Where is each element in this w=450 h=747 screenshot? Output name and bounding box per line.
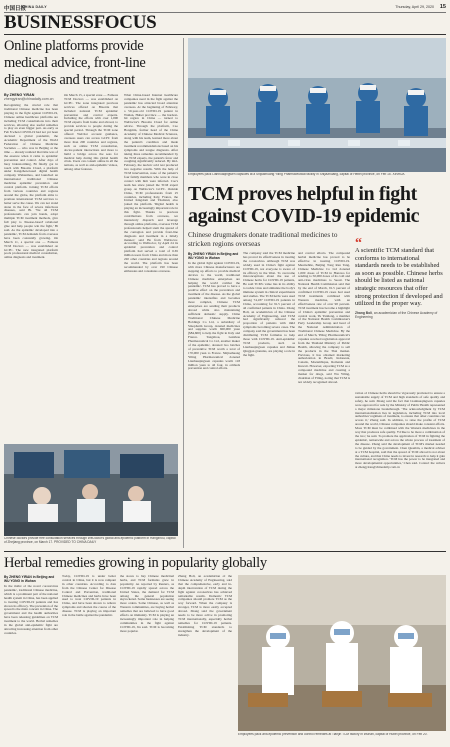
pullquote-attribution: Zhang Boli, an academician of the Chinese Academy of Engineering [355,310,438,319]
article1-photo-caption: Chinese doctors provide free consultation services through WeDoctor's global anti-epidemic platform in Hangzhou, capital of Zhejiang province, on March 17. PROVIDED TO CHINA DAILY [4,537,176,544]
article1-headline [4,38,184,89]
article1-headline-line2: medical advice, front-line [4,55,146,71]
article2-headline [188,183,446,227]
article3-column-2: Today, COVID-19 is under better control in China, but it is now rampant in other countries. According to data from the Chinese Center for Disease Control and Prevention, traditional Chinese medicines and herbs have been used to treat COVID-19 patients in China, and have been shown to relieve symptoms and shorten the course of the disease. TCM is playing an important role in the battle against the pandemic. [62,575,116,618]
article3-column-3: the stores to buy Chinese medicinal herbs, and TCM formulas grew in popularity. As reported by Reuters, as COVID-19 rapidly spread across the United States, the demand for TCM among the general population skyrocketed. Some businesses are seeing more orders. Some Chinese, as well as Western communities, are buying herbal remedies that are believed to have good effects on immunity. TCM is playing an increasingly important role in helping communities in the fight against COVID-19, Jin said. TCM is becoming more popular. [120,575,174,633]
article1-column-1: Recognizing the crucial role that traditional Chinese medicine has been playing in the fight against COVID-19, Chinese online healthcare platforms are including TCM consultations into their services, allowing also useful remedies to play an even bigger part. As early as Feb 8 when COVID-19 had not yet been declared a global pandemic, the Academic Department of the World Federation of Chinese Medicine Societies — who was in Beijing at the time — already realized that time was of the essence when it came to epidemic prevention and control. After days of busy brainstorming, Bi finally got in touch with Biaoxiu Cloud, a platform under Kangzhen-based digital health company Wuhanmao, and launched an international traditional Chinese medicine epidemic prevention and control platform. Joining TCM efforts from various countries and regions around the globe, the platform aims to promote international TCM services to better serve the cause. We can not stand alone in the face of severe infectious diseases, said Bi. 'We all TCM professionals can join hands, adopt multiple TCM treatment methods, give full play to 'disease-based' relational glue and help people win the fight,' Bi said. As the epidemic developed into a pandemic, TCM demands from overseas have been constantly growing. On March 11, a special one — Famous TCM Doctors — was established on GCPC. The new integrated platform pools professional medical consultation, online diagnosis and treatment. [4,104,58,260]
article2-column-3: and control efforts. The compound herbal medicine has proved to be effective in treating COVID-19. Meanwhile, Beijing Tong Ren Tang, Chinese Medicine Co Ltd donated 1,000 doses of TCM in Hanawa for sending to 50,000 doses of its cold and anti-virus medicines to Seoul. The National Health Commission said that by the end of March, 91.5 percent of confirmed COVID-19 cases had used TCM treatments combined with Western medicine, with an effectiveness rate of over 90 percent. TCM treatment has become a highlight of China's epidemic prevention and control work, Yu Yanhong, a member of the National Health Commission's Party Leadership Group and head of the National Administration of Traditional Chinese Medicine. By the end of March, Yiling Pharmaceutical's capsules received registration approval from the Thailand Ministry of Public Health, allowing the company to sell the products in the Thai market. Previous, it has obtained marketing authorization in Brazil, Indonesia, Canada, Mozambique, Romania and Kuwait. However, exporting TCM as a compound medicine and creating a market for drugs, said Wu Yiling, chairman of Yiling, noting that TCM is not widely recognized abroad. [298,252,350,384]
article2-deck: Chinese drugmakers donate traditional medicines to stricken regions overseas [188,231,338,248]
article2-headline-line1: TCM proves helpful in fight [188,183,417,205]
article3-headline: Herbal remedies growing in popularity globally [4,555,267,571]
quote-mark-icon: “ [355,236,362,251]
factory-photo-caption: Employees pack Lianhuaqingwen capsules at a Shijiazhuang Yiling Pharmaceutical facility in Shijiazhuang, capital of Hebei province, on Feb 15. XINHUA [188,173,405,176]
article2-headline-line2: against COVID-19 epidemic [188,205,420,227]
masthead-date: Thursday, April 29, 2020 [395,5,434,9]
article2-column-5: vation of Chinese herbs should be vigorously promoted to ensure a sustainable supply of TCM and high standards of safe quality and safety, he said. Zhang said the fact that Lianhuaqingwen capsules were approved for sale by the Ministry of Public Health represented a major milestone breakthrough. 'The acknowledgment by TCM internationalization lies in legislation, including TCM into local authorities' regimens of treatment, to ensure that other countries can access it,' Zhang said. In addition, to raise the profile of TCM around the world, Chinese companies should make constant efforts. More TCM must be combined with the Western medicines in the way that produces safe quality. 'I'd like to be more a combination of the two,' he said. To promote the application of TCM in fighting the epidemic, nationwide and across the whole process of treatment of the disease. Zhang said the development of TCM's market needed to be guided by the government. Chen Quanbin, a medical adviser at a TCM hospital, said that the spread of TCM abroad is not about the culture, and that China needs to invest in research to help it gain international recognition. 'TCM has the power to be integrated and more developmental opportunities,' Chen said. Contact the writers at zhengyiran@chinadaily.com.cn [355,392,445,470]
factory-photo [188,38,446,172]
article3-column-4: Zhang Boli, an academician of the Chinese Academy of Engineering, said that the comprehensive, early and in-depth intervention of TCM during the fight against coronavirus has achieved remarkable results. Domestic TCM companies should promote TCM as the way forward. When the company is stronger, TCM is more easily accepted abroad. Zhang said the government needs to be more active in promoting TCM internationally, especially herbal remedies for COVID-19 patients. Establishing TCM standards to strengthen the development of the industry. [178,575,232,637]
article3-photo-caption: Employees pack anti-epidemic prevention and control remedies at Tianjin TCM factory in Wuhan, capital of Hubei province, on Feb 20. [238,733,428,736]
section-title-main: BUSINESS [4,12,94,33]
article1-email[interactable]: zhengyiran@chinadaily.com.cn [4,97,54,102]
section-rule [4,34,446,35]
article1-headline-line1: Online platforms provide [4,38,144,54]
doctors-consultation-image [4,444,178,536]
article1-headline-line3: diagnosis and treatment [4,72,135,88]
column-divider [183,38,184,548]
masthead-paper: CHINA DAILY [22,5,47,9]
article1-photo [4,444,178,536]
section-title-suffix: FOCUS [93,12,157,33]
page-number: 15 [439,4,446,10]
article2-byline: By ZHENG YIRAN in Beijing and WU YONG in Wuhan [188,252,239,260]
article3-photo [238,575,446,731]
article2-column-2: The company said the TCM medicine has proved its effectiveness in treating the coronavirus. Although TCM was widely used in China's fight against COVID-19, not everyone is aware of its efficacy in the West. To overcome misconceptions about the use of Chinese herbs for COVID-19 patients, He said TCM's value lies in its ability to tackle virus and stimulate the body's immune system in clinical experiments and studies. The TCM herbs were used among 74,187 COVID-19 patients in China, accounting for 91.5 percent of all confirmed patients in China. Zhang Boli, an academician of the Chinese Academy of Engineering, said TCM had significantly reduced the proportion of patients with mild symptoms becoming severe cases. The company said the government has been distributing TCM formulas to help those with COVID-19. Anti-epidemic TCM products, such as Lianhuaqingwen capsules and Jinhua Qinggan granules, are playing a role in the fight. [243,252,295,357]
masthead-bar [4,4,446,12]
pullquote-role: an academician of the Chinese Academy of Engineering [355,310,438,319]
article1-column-2: On March 15, a special zone — Famous TCM Doctors — was established on GCPC. The zone integrated previous services offered on Biaoxiu that included national TCM epidemic prevention and control experts. Including the efforts with over 1,000 TCM experts from home and abroad, to provide services to people during the special period. Through the TCM zone offered WeChat account guidance, overseas users can access GCPC from more than 200 countries and regions, such as online TCM consultation, doctor-patient interactions and more to build a bridge across the seas for medical help during this global health crisis. Users can consult online in all the nations, as well as anti-epidemic videos, among other features. [64,94,118,172]
masthead-logo: 中国日报 [4,6,27,12]
section-title [4,13,156,33]
pullquote-text: A scientific TCM standard that conforms to international standards needs to be established as soon as possible. Chinese herbs should be listed as national strategic resources that offer strong protection if developed and utilized in the proper way. [355,247,443,308]
article2-column-1: In the global fight against COVID-19, with more Chinese manufacturers are stepping up efforts to provide medical devices to the world, traditional Chinese medicine enterprises are helping the world combat the pandemic. TCM has proved to have a positive effect on the prevention and treatment of the disease. As the global pandemic intensifies and becomes more complex, Chinese TCM enterprises are sending their products abroad while also maintaining sufficient domestic supply. China Traditional Chinese Medicine Holdings Co Ltd, a subsidiary of Sinopharm Group, donated medicines and supplies worth 600,000 yuan ($84,600) to help the fight in Italy and France. Tongzhou, Guizhou Pharmaceutical Co Ltd, another maker of the epidemic, donated two batches of preventive TCM worth a total of 170,000 yuan to France. Shijiazhuang Yiling Pharmaceutical donated Lianhuaqingwen capsules worth 118 million yuan to all four, in ombuds prevention and control efforts. [188,262,240,371]
article1-author: By ZHENG YIRAN [4,93,35,97]
capsule-packing-image [188,38,446,172]
article3-byline: By ZHENG YIRAN in Beijing and WU YONG in Wuhan [4,575,55,583]
pullquote-name: Zhang Boli [355,310,373,315]
pullquote [355,238,445,388]
tcm-workers-image [238,575,446,731]
bottom-section-rule [4,551,446,552]
article1-byline [4,93,59,102]
article3-column-1: In the midst of the novel coronavirus pandemic, traditional Chinese medicine, which is a prominent part of the national health system in China, has been applied to treating COVID-19 patients and has shown its efficacy. The prevention of the spread is the main concern in China. The government and the health authorities have been releasing guidelines on TCM treatment to the world. Herbal remedies in the global anti-epidemic fight are attracting increasing attention from other countries. [4,585,58,635]
article1-column-3: What China-based Internet healthcare companies need in the fight against the pandemic has attracted broad attention overseas. At the beginning of February, a 50-year-old COVID-19 patient in Wuhan, Hubei province — the hardest-hit region in China — turned to WeDoctor's Biaoxiu Cloud for online advice. Through the platform, Cao Hongmin, former head of the China Academy of Chinese Medical Sciences, along with his team, learned more about the patient's condition and made treatment recommendations based on his symptoms and tongue diagnosis. After taking three remedies recommended by the TCM experts, the patient's fever and coughing significantly reduced. By mid-February, the nucleic acid test produced two negative results. With the help of TCM intervention, none of the patient's four family members who were in close contact with him were infected. Cao's team has since joined the TCM expert group on WeDoctor's GCPC. Outside China, TCM professionals from 25 countries, including Italy, France, the United Kingdom and Thailand, also joined the platform. 'Digital health is playing an increasingly important role in this fight. Thanks to precious contributions from overseas, we intensively dispatch and leverage through online platforms, overseas TCM professionals helped stem the spread of the contagion and provide front-line diagnosis and treatment in a timely manner,' said He from WeDoctor. According to WeDoctor, by April 24 its epidemic prevention and control platform had served a total of 6.65 million users from China and more than 220 other countries and regions around the world. The platform has been recommended by over 190 Chinese embassies and consulates overseas. [124,94,178,273]
